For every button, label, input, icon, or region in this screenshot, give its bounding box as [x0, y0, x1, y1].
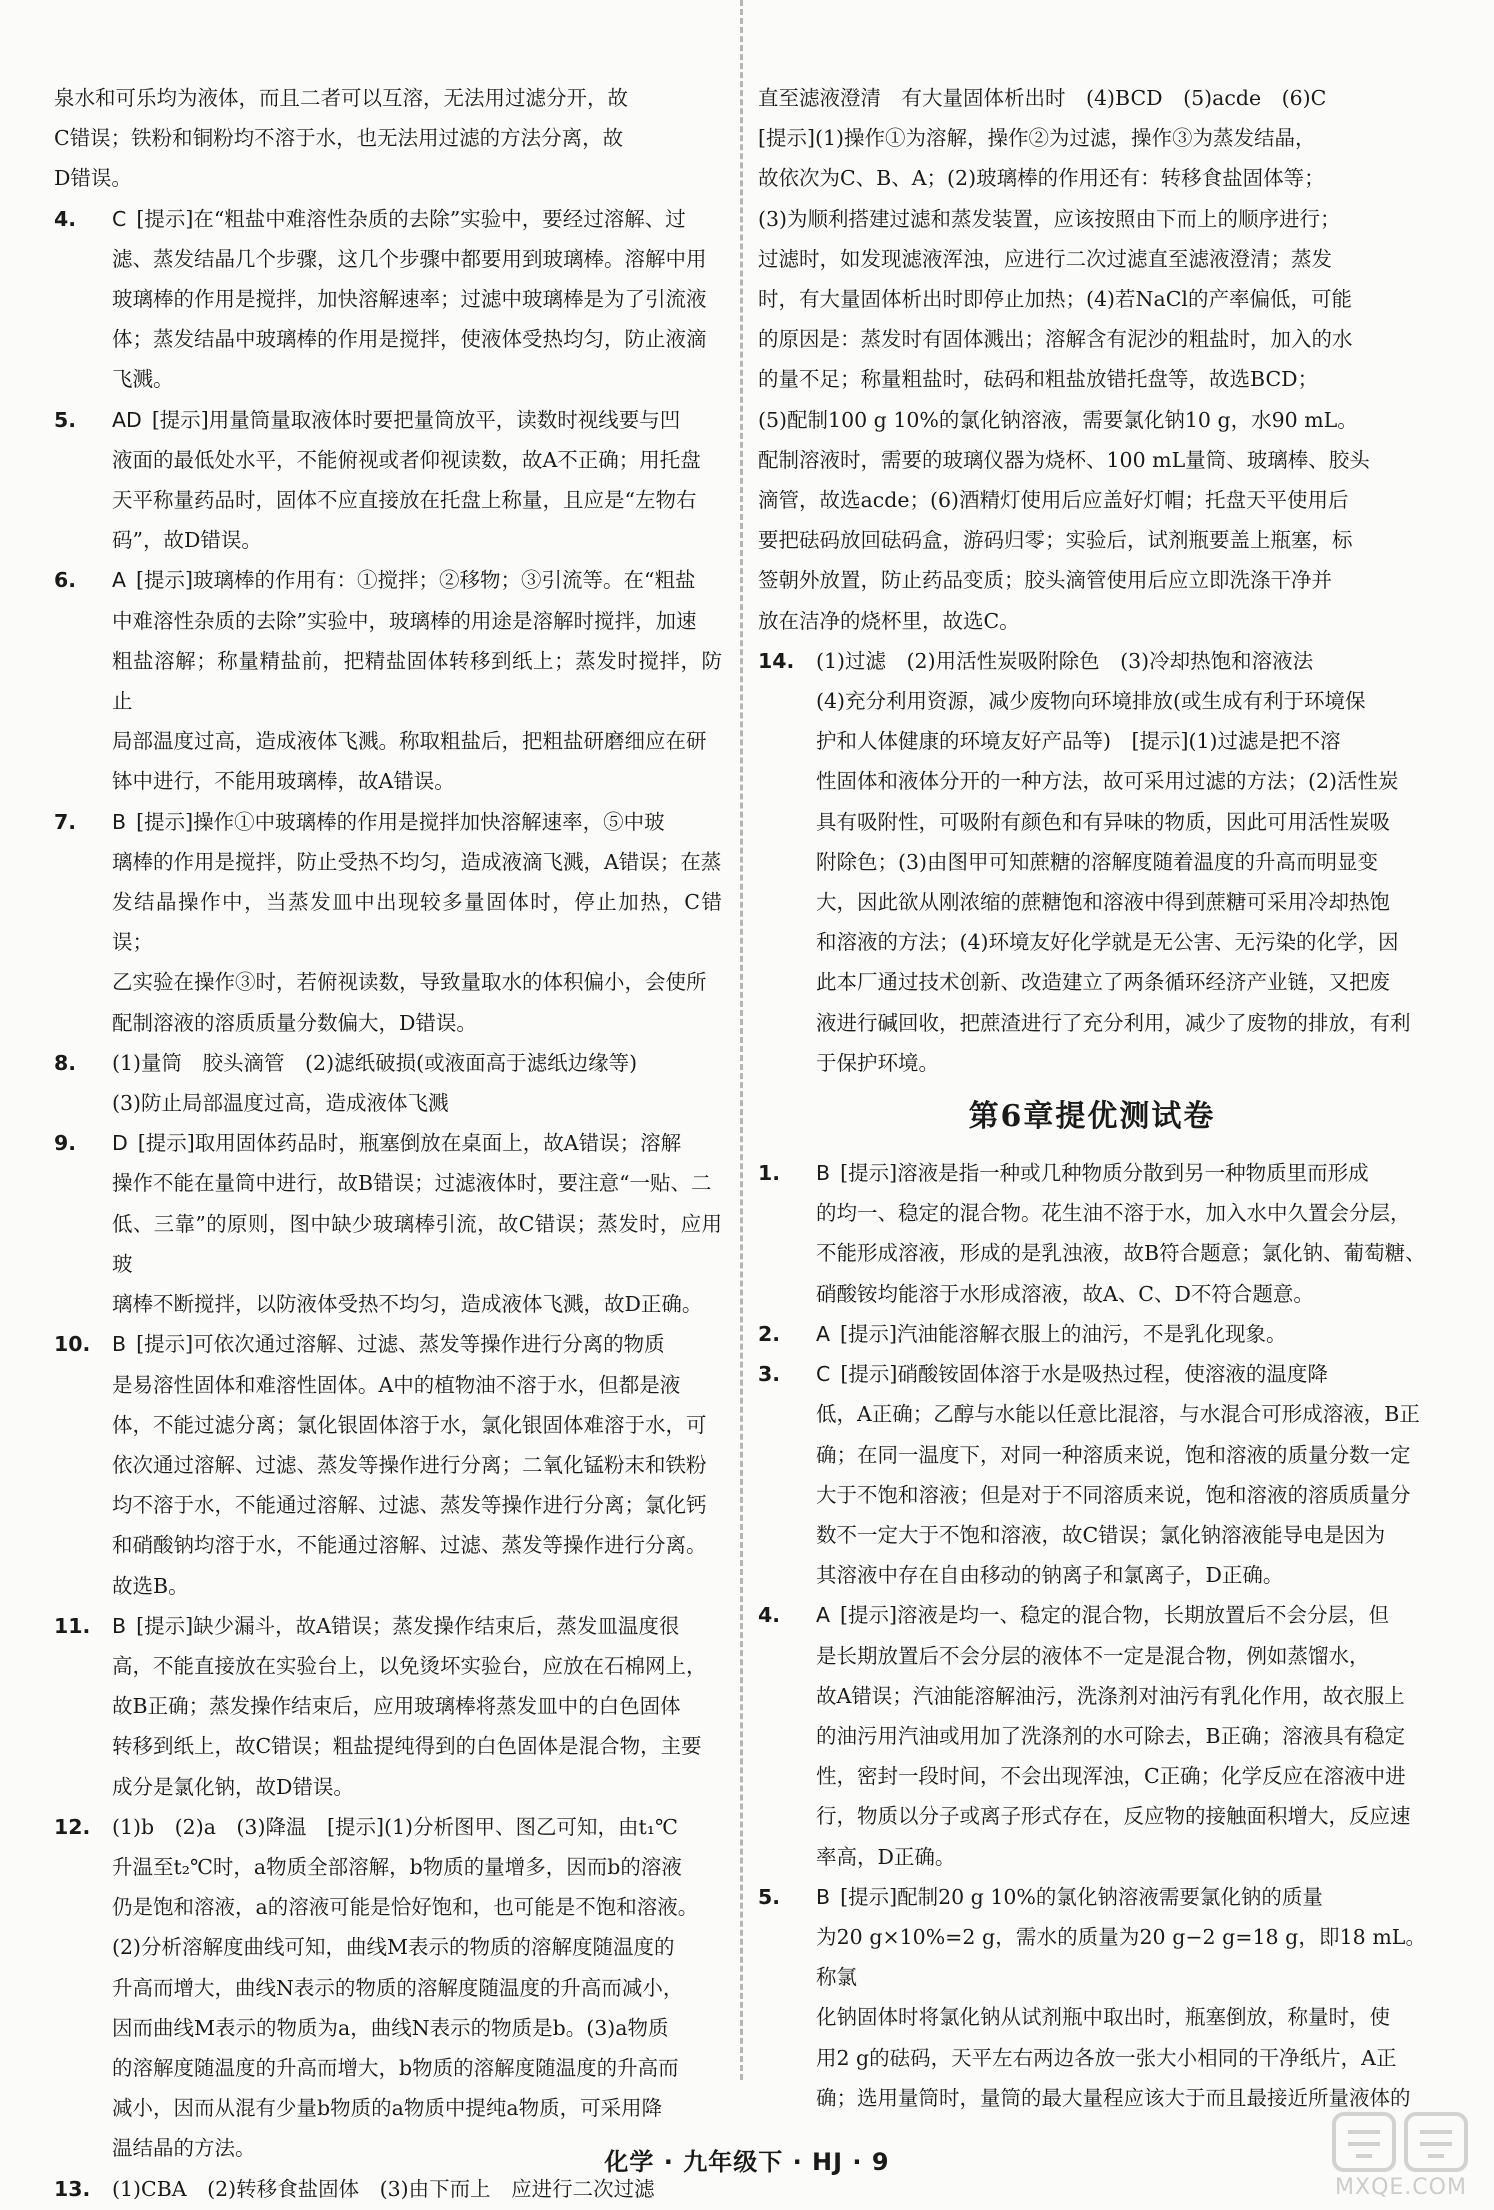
text-line: 大，因此欲从刚浓缩的蔗糖饱和溶液中得到蔗糖可采用冷却热饱 — [816, 890, 1390, 915]
text-line — [816, 1354, 1426, 1394]
text-line: 操作不能在量筒中进行，故B错误；过滤液体时，要注意“一贴、二 — [112, 1171, 712, 1196]
text-line: 要把砝码放回砝码盒，游码归零；实验后，试剂瓶要盖上瓶塞，标 — [758, 528, 1353, 553]
text-line: 确；选用量筒时，量筒的最大量程应该大于而且最接近所量液体的 — [816, 2085, 1411, 2110]
text-line: 和硝酸钠均溶于水，不能通过溶解、过滤、蒸发等操作进行分离。 — [112, 1533, 707, 1558]
text-line — [112, 1123, 722, 1163]
text-line — [112, 400, 722, 440]
text-line: (4)充分利用资源，减少废物向环境排放(或生成有利于环境保 — [816, 689, 1366, 714]
text-line: 签朝外放置，防止药品变质；胶头滴管使用后应立即洗涤干净并 — [758, 568, 1332, 593]
text-line: 大于不饱和溶液；但是对于不同溶质来说，饱和溶液的溶质质量分 — [816, 1482, 1411, 1507]
question-number: 2. — [758, 1321, 781, 1346]
line-text: [提示]可依次通过溶解、过滤、蒸发等操作进行分离的物质 — [136, 1332, 665, 1357]
right-bottom-item — [758, 1314, 1426, 1354]
text-line: (1)过滤 (2)用活性炭吸附除色 (3)冷却热饱和溶液法 — [816, 648, 1314, 673]
text-line: 滤、蒸发结晶几个步骤，这几个步骤中都要用到玻璃棒。溶解中用 — [112, 246, 707, 271]
text-line — [816, 1877, 1426, 1917]
text-line — [816, 1314, 1426, 1354]
text-line: 成分是氯化钠，故D错误。 — [112, 1774, 354, 1799]
left-item — [54, 1324, 722, 1605]
text-line: 过滤时，如发现滤液浑浊，应进行二次过滤直至滤液澄清；蒸发 — [758, 246, 1332, 271]
left-item — [54, 1123, 722, 1324]
question-number: 13. — [54, 2176, 91, 2201]
text-line: 粗盐溶解；称量精盐前，把精盐固体转移到纸上；蒸发时搅拌，防止 — [112, 648, 722, 714]
answer-choice: C — [112, 206, 127, 231]
answer-seal-icon — [1326, 2108, 1476, 2178]
question-number: 1. — [758, 1161, 781, 1186]
question-number: 6. — [54, 568, 77, 593]
text-line: 护和人体健康的环境友好产品等) [提示](1)过滤是把不溶 — [816, 729, 1341, 754]
text-line: 的油污用汽油或用加了洗涤剂的水可除去，B正确；溶液具有稳定 — [816, 1723, 1406, 1748]
right-bottom-answers — [758, 1153, 1426, 2118]
text-line: 液进行碱回收，把蔗渣进行了充分利用，减少了废物的排放，有利 — [816, 1010, 1411, 1035]
left-item — [54, 78, 722, 199]
right-column — [758, 78, 1426, 2118]
text-line — [112, 802, 722, 842]
text-line: 发结晶操作中，当蒸发皿中出现较多量固体时，停止加热，C错误； — [112, 890, 722, 955]
text-line: 局部温度过高，造成液体飞溅。称取粗盐后，把粗盐研磨细应在研 — [112, 729, 707, 754]
text-line: 为20 g×10%=2 g，需水的质量为20 g−2 g=18 g，即18 mL。称氯 — [816, 1924, 1426, 1990]
text-line: (3)防止局部温度过高，造成液体飞溅 — [112, 1091, 449, 1116]
text-line: 高，不能直接放在实验台上，以免烫坏实验台，应放在石棉网上， — [112, 1653, 707, 1678]
text-line: 液面的最低处水平，不能俯视或者仰视读数，故A不正确；用托盘 — [112, 447, 701, 472]
text-line: 和溶液的方法；(4)环境友好化学就是无公害、无污染的化学，因 — [816, 930, 1399, 955]
text-line: 故A错误；汽油能溶解油污，洗涤剂对油污有乳化作用，故衣服上 — [816, 1683, 1405, 1708]
text-line: (1)CBA (2)转移食盐固体 (3)由下而上 应进行二次过滤 — [112, 2176, 655, 2201]
text-line: 泉水和可乐均为液体，而且二者可以互溶，无法用过滤分开，故 — [54, 86, 628, 110]
question-number: 8. — [54, 1050, 77, 1075]
right-top-item — [758, 641, 1426, 1083]
text-line: 性，密封一段时间，不会出现浑浊，C正确；化学反应在溶液中进 — [816, 1764, 1406, 1789]
text-line: 天平称量药品时，固体不应直接放在托盘上称量，且应是“左物右 — [112, 488, 697, 513]
text-line: 璃棒的作用是搅拌，防止受热不均匀，造成液滴飞溅，A错误；在蒸 — [112, 849, 722, 874]
line-text: [提示]用量筒量取液体时要把量筒放平，读数时视线要与凹 — [151, 407, 681, 432]
text-line: 滴管，故选acde；(6)酒精灯使用后应盖好灯帽；托盘天平使用后 — [758, 488, 1349, 513]
text-line: 的溶解度随温度的升高而增大，b物质的溶解度随温度的升高而 — [112, 2055, 679, 2080]
text-line: 其溶液中存在自由移动的钠离子和氯离子，D正确。 — [816, 1563, 1284, 1588]
page-footer: 化学 · 九年级下 · HJ · 9 — [604, 2148, 890, 2176]
text-line: 璃棒不断搅拌，以防液体受热不均匀，造成液体飞溅，故D正确。 — [112, 1292, 703, 1317]
line-text: [提示]溶液是均一、稳定的混合物，长期放置后不会分层，但 — [840, 1603, 1390, 1628]
answer-choice: D — [112, 1131, 128, 1156]
left-item — [54, 802, 722, 1043]
answer-choice: A — [112, 568, 127, 593]
text-line: 于保护环境。 — [816, 1050, 939, 1075]
answer-choice: B — [112, 1613, 127, 1638]
text-line: 中难溶性杂质的去除”实验中，玻璃棒的用途是溶解时搅拌，加速 — [112, 608, 697, 633]
text-line: 减小，因而从混有少量b物质的a物质中提纯a物质，可采用降 — [112, 2096, 663, 2121]
left-item — [54, 199, 722, 400]
line-text: [提示]取用固体药品时，瓶塞倒放在桌面上，故A错误；溶解 — [137, 1131, 682, 1156]
left-item — [54, 560, 722, 801]
text-line: 此本厂通过技术创新、改造建立了两条循环经济产业链，又把废 — [816, 970, 1390, 995]
left-item — [54, 1807, 722, 2169]
text-line: 是长期放置后不会分层的液体不一定是混合物，例如蒸馏水， — [816, 1643, 1370, 1668]
right-bottom-item — [758, 1354, 1426, 1595]
text-line: 仍是饱和溶液，a的溶液可能是恰好饱和，也可能是不饱和溶液。 — [112, 1895, 699, 1920]
text-line: 故选B。 — [112, 1573, 189, 1598]
text-line: 体，不能过滤分离；氯化银固体溶于水，氯化银固体难溶于水，可 — [112, 1412, 707, 1437]
text-line: 钵中进行，不能用玻璃棒，故A错误。 — [112, 769, 455, 794]
text-line — [112, 199, 722, 239]
text-line — [112, 1606, 722, 1646]
right-top-item — [758, 78, 1426, 641]
answer-choice: C — [816, 1362, 831, 1387]
text-line — [112, 1324, 722, 1364]
line-text: [提示]在“粗盐中难溶性杂质的去除”实验中，要经过溶解、过 — [136, 206, 686, 231]
text-line: 体；蒸发结晶中玻璃棒的作用是搅拌，使液体受热均匀，防止液滴 — [112, 327, 707, 352]
text-line: 因而曲线M表示的物质为a，曲线N表示的物质是b。(3)a物质 — [112, 2015, 669, 2040]
text-line: 确；在同一温度下，对同一种溶质来说，饱和溶液的质量分数一定 — [816, 1442, 1411, 1467]
text-line: 附除色；(3)由图甲可知蔗糖的溶解度随着温度的升高而明显变 — [816, 849, 1379, 874]
question-number: 14. — [758, 648, 795, 673]
answer-choice: B — [816, 1884, 831, 1909]
question-number: 10. — [54, 1332, 91, 1357]
line-text: [提示]硝酸铵固体溶于水是吸热过程，使溶液的温度降 — [840, 1362, 1328, 1387]
text-line: 升高而增大，曲线N表示的物质的溶解度随温度的升高而减小， — [112, 1975, 684, 2000]
answer-choice: B — [112, 1332, 127, 1357]
text-line: 均不溶于水，不能通过溶解、过滤、蒸发等操作进行分离；氯化钙 — [112, 1493, 707, 1518]
text-line: 用2 g的砝码，天平左右两边各放一张大小相同的干净纸片，A正 — [816, 2045, 1397, 2070]
text-line — [816, 1595, 1426, 1635]
text-line: 飞溅。 — [112, 367, 174, 392]
text-line: 玻璃棒的作用是搅拌，加快溶解速率；过滤中玻璃棒是为了引流液 — [112, 287, 707, 312]
text-line: 不能形成溶液，形成的是乳浊液，故B符合题意；氯化钠、葡萄糖、 — [816, 1241, 1426, 1266]
line-text: [提示]操作①中玻璃棒的作用是搅拌加快溶解速率，⑤中玻 — [136, 809, 665, 834]
text-line: 依次通过溶解、过滤、蒸发等操作进行分离；二氧化锰粉末和铁粉 — [112, 1452, 707, 1477]
text-line: 具有吸附性，可吸附有颜色和有异味的物质，因此可用活性炭吸 — [816, 809, 1390, 834]
answer-choice: A — [816, 1321, 831, 1346]
text-line: 乙实验在操作③时，若俯视读数，导致量取水的体积偏小，会使所 — [112, 970, 707, 995]
left-item — [54, 1043, 722, 1123]
answer-choice: B — [112, 809, 127, 834]
right-bottom-item — [758, 1153, 1426, 1314]
question-number: 9. — [54, 1131, 77, 1156]
text-line: 直至滤液澄清 有大量固体析出时 (4)BCD (5)acde (6)C — [758, 86, 1327, 110]
column-divider — [740, 0, 743, 2080]
right-bottom-item — [758, 1595, 1426, 1876]
text-line: C错误；铁粉和铜粉均不溶于水，也无法用过滤的方法分离，故 — [54, 126, 624, 151]
text-line: 是易溶性固体和难溶性固体。A中的植物油不溶于水，但都是液 — [112, 1372, 681, 1397]
question-number: 3. — [758, 1362, 781, 1387]
line-text: [提示]玻璃棒的作用有：①搅拌；②移物；③引流等。在“粗盐 — [136, 568, 696, 593]
text-line: 时，有大量固体析出时即停止加热；(4)若NaCl的产率偏低，可能 — [758, 287, 1352, 312]
text-line: (1)b (2)a (3)降温 [提示](1)分析图甲、图乙可知，由t₁℃ — [112, 1814, 678, 1839]
line-text: [提示]溶液是指一种或几种物质分散到另一种物质里而形成 — [840, 1161, 1369, 1186]
question-number: 12. — [54, 1814, 91, 1839]
line-text: [提示]配制20 g 10%的氯化钠溶液需要氯化钠的质量 — [840, 1884, 1323, 1909]
text-line: 低、三靠”的原则，图中缺少玻璃棒引流，故C错误；蒸发时，应用玻 — [112, 1211, 722, 1276]
text-line: 率高，D正确。 — [816, 1844, 956, 1869]
text-line: (1)量筒 胶头滴管 (2)滤纸破损(或液面高于滤纸边缘等) — [112, 1050, 638, 1075]
watermark-logo — [1326, 2108, 1476, 2200]
right-bottom-item — [758, 1877, 1426, 2118]
line-text: [提示]汽油能溶解衣服上的油污，不是乳化现象。 — [840, 1321, 1287, 1346]
text-line: 温结晶的方法。 — [112, 2136, 256, 2161]
left-item — [54, 400, 722, 561]
text-line: (5)配制100 g 10%的氯化钠溶液，需要氯化钠10 g，水90 mL。 — [758, 407, 1358, 432]
text-line: 升温至t₂℃时，a物质全部溶解，b物质的量增多，因而b的溶液 — [112, 1854, 682, 1879]
text-line: 的原因是：蒸发时有固体溅出；溶解含有泥沙的粗盐时，加入的水 — [758, 327, 1353, 352]
text-line: 的均一、稳定的混合物。花生油不溶于水，加入水中久置会分层， — [816, 1201, 1411, 1226]
line-text: [提示]缺少漏斗，故A错误；蒸发操作结束后，蒸发皿温度很 — [136, 1613, 680, 1638]
text-line: (2)分析溶解度曲线可知，曲线M表示的物质的溶解度随温度的 — [112, 1935, 675, 1960]
question-number: 7. — [54, 809, 77, 834]
question-number: 11. — [54, 1613, 91, 1638]
text-line: 放在洁净的烧杯里，故选C。 — [758, 608, 1020, 633]
answer-choice: A — [816, 1603, 831, 1628]
text-line — [112, 560, 722, 600]
left-item — [54, 1606, 722, 1807]
text-line: 的量不足；称量粗盐时，砝码和粗盐放错托盘等，故选BCD； — [758, 367, 1319, 392]
text-line: 化钠固体时将氯化钠从试剂瓶中取出时，瓶塞倒放，称量时，使 — [816, 2005, 1390, 2030]
question-number: 5. — [758, 1884, 781, 1909]
text-line: D错误。 — [54, 166, 132, 191]
text-line: 配制溶液时，需要的玻璃仪器为烧杯、100 mL量筒、玻璃棒、胶头 — [758, 447, 1370, 472]
text-line: 码”，故D错误。 — [112, 528, 262, 553]
watermark-text: MXQE.COM — [1335, 2175, 1467, 2200]
text-line: 转移到纸上，故C错误；粗盐提纯得到的白色固体是混合物，主要 — [112, 1734, 702, 1759]
text-line: 故B正确；蒸发操作结束后，应用玻璃棒将蒸发皿中的白色固体 — [112, 1694, 681, 1719]
text-line: 硝酸铵均能溶于水形成溶液，故A、C、D不符合题意。 — [816, 1281, 1314, 1306]
text-line: 低，A正确；乙醇与水能以任意比混溶，与水混合可形成溶液，B正 — [816, 1402, 1420, 1427]
section-title: 第6章提优测试卷 — [968, 1099, 1216, 1135]
question-number: 5. — [54, 407, 77, 432]
text-line — [816, 1153, 1426, 1193]
answer-choice: B — [816, 1161, 831, 1186]
question-number: 4. — [758, 1603, 781, 1628]
text-line: 故依次为C、B、A；(2)玻璃棒的作用还有：转移食盐固体等； — [758, 166, 1325, 191]
text-line: 行，物质以分子或离子形式存在，反应物的接触面积增大，反应速 — [816, 1804, 1411, 1829]
answer-choice: AD — [112, 407, 142, 432]
text-line: (3)为顺利搭建过滤和蒸发装置，应该按照由下而上的顺序进行； — [758, 206, 1341, 231]
left-column — [54, 78, 722, 2209]
question-number: 4. — [54, 206, 77, 231]
text-line: 性固体和液体分开的一种方法，故可采用过滤的方法；(2)活性炭 — [816, 769, 1399, 794]
text-line: 数不一定大于不饱和溶液，故C错误；氯化钠溶液能导电是因为 — [816, 1522, 1386, 1547]
text-line: [提示](1)操作①为溶解，操作②为过滤，操作③为蒸发结晶， — [758, 126, 1316, 151]
text-line: 配制溶液的溶质质量分数偏大，D错误。 — [112, 1010, 477, 1035]
right-top-answers — [758, 78, 1426, 1083]
